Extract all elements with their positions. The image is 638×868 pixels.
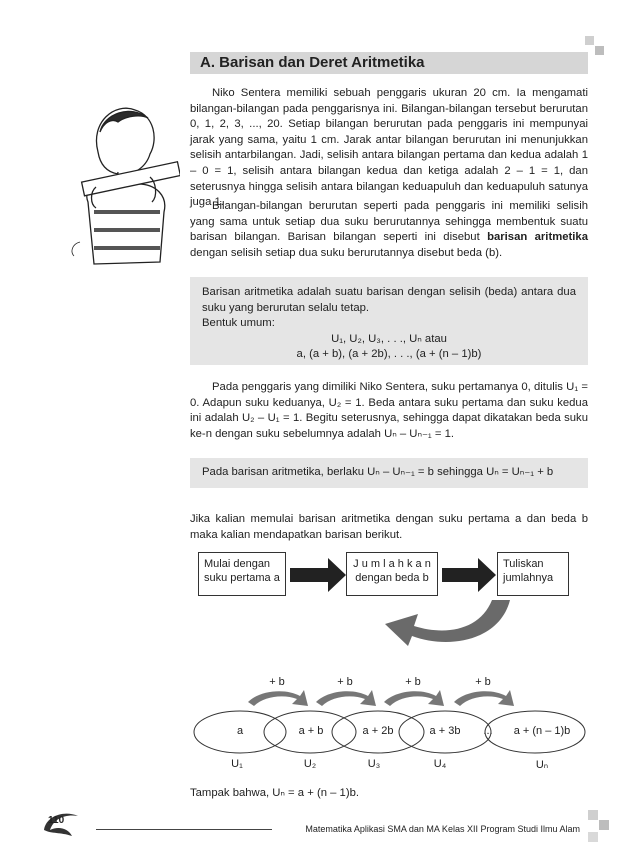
footer-book-title: Matematika Aplikasi SMA dan MA Kelas XII Program Studi Ilmu Alam xyxy=(305,824,580,834)
decor-squares-bottom xyxy=(588,810,612,850)
return-arrow-icon xyxy=(385,600,510,646)
rule-box xyxy=(190,458,588,488)
decor-squares-top xyxy=(585,36,605,56)
flow-box-add-line2: dengan beda b xyxy=(355,572,429,584)
u-label-3: U₃ xyxy=(367,758,381,770)
curved-arrow-1-icon xyxy=(248,690,308,706)
u-label-4: U₄ xyxy=(433,758,447,770)
term-1: a xyxy=(236,725,244,737)
conclusion-text: Tampak bahwa, Uₙ = a + (n – 1)b. xyxy=(190,787,360,799)
page-number-ornament xyxy=(38,806,94,840)
definition-box xyxy=(190,277,588,365)
term-barisan-aritmetika: barisan aritmetika xyxy=(487,231,588,244)
term-4: a + 3b xyxy=(429,725,461,737)
intro-paragraph-2 xyxy=(190,199,588,261)
sequence-intro-paragraph: Jika kalian memulai barisan aritmetika dengan suku pertama a dan beda b maka kalian mendapatkan barisan berikut. xyxy=(190,513,588,541)
term-2: a + b xyxy=(298,725,324,737)
footer-rule xyxy=(96,829,272,830)
term-3: a + 2b xyxy=(362,725,394,737)
plus-b-label-2: + b xyxy=(337,676,353,688)
page-number: 110 xyxy=(48,815,65,826)
arrow-right-1-icon xyxy=(290,558,346,592)
intro-p2-text-b: dengan selisih setiap dua suku berurutannya disebut beda (b). xyxy=(190,246,503,259)
curved-arrow-3-icon xyxy=(384,690,444,706)
general-form-formula-1: U₁, U₂, U₃, . . ., Uₙ atau xyxy=(331,332,447,345)
term-n: a + (n – 1)b xyxy=(513,725,571,737)
curved-plus-arrows xyxy=(240,686,540,710)
ruler-example-paragraph: Pada penggaris yang dimiliki Niko Sentera, suku pertamanya 0, ditulis U₁ = 0. Adapun suku keduanya, U₂ = 1. Beda antara suku pertama dan suku kedua ini adalah U₂ – U₁ = 1. Begitu seterusnya, sehingga dapat dikatakan beda suku ke-n dengan suku sebelumnya adalah Uₙ – Uₙ₋₁ = 1. xyxy=(190,381,588,440)
flow-box-add-line1: J u m l a h k a n xyxy=(353,558,431,570)
definition-text: Barisan aritmetika adalah suatu barisan dengan selisih (beda) antara dua suku yang berurutan selalu tetap. xyxy=(202,286,576,314)
u-label-1: U₁ xyxy=(231,758,243,770)
rule-text: Pada barisan aritmetika, berlaku Uₙ – Uₙ₋₁ = b sehingga Uₙ = Uₙ₋₁ + b xyxy=(202,466,554,478)
curved-arrow-2-icon xyxy=(316,690,376,706)
plus-b-label-3: + b xyxy=(405,676,421,688)
curved-arrow-4-icon xyxy=(454,690,514,706)
section-title: A. Barisan dan Deret Aritmetika xyxy=(190,52,588,74)
intro-p2-text-a: Bilangan-bilangan berurutan seperti pada penggaris ini memiliki selisih yang sama untuk setiap dua suku berurutannya sehingga membentuk suatu barisan bilangan. Barisan bilangan seperti ini disebut xyxy=(190,200,588,244)
intro-paragraph-1: Niko Sentera memiliki sebuah penggaris ukuran 20 cm. Ia mengamati bilangan-bilangan pada penggarisnya ini. Bilangan-bilangan tersebut berurutan 0, 1, 2, 3, ..., 20. Setiap bilangan berurutan pada penggaris ini mempunyai jarak yang sama, yaitu 1 cm. Jarak antar bilangan berurutan ini menunjukkan selisih antarbilangan. Jadi, selisih antara bilangan pertama dan kedua adalah 1 – 0 = 1, selisih antara bilangan kedua dan ketiga adalah 2 – 1 = 1, dan seterusnya hingga selisih antara bilangan keduapuluh dan keduapuluh satunya juga 1. xyxy=(190,87,588,209)
flow-box-start: Mulai dengan suku pertama a xyxy=(198,552,286,596)
u-label-2: U₂ xyxy=(303,758,317,770)
plus-b-label-4: + b xyxy=(475,676,491,688)
flow-arrows xyxy=(180,550,600,660)
plus-b-label-1: + b xyxy=(269,676,285,688)
flow-box-write: Tuliskan jumlahnya xyxy=(497,552,569,596)
boy-with-ruler-illustration xyxy=(60,92,180,282)
u-label-n: Uₙ xyxy=(535,759,549,771)
general-form-label: Bentuk umum: xyxy=(202,317,275,330)
general-form-formula-2: a, (a + b), (a + 2b), . . ., (a + (n – 1)b) xyxy=(296,348,482,361)
term-ellipsis: ... xyxy=(483,725,493,737)
arrow-right-2-icon xyxy=(442,558,496,592)
